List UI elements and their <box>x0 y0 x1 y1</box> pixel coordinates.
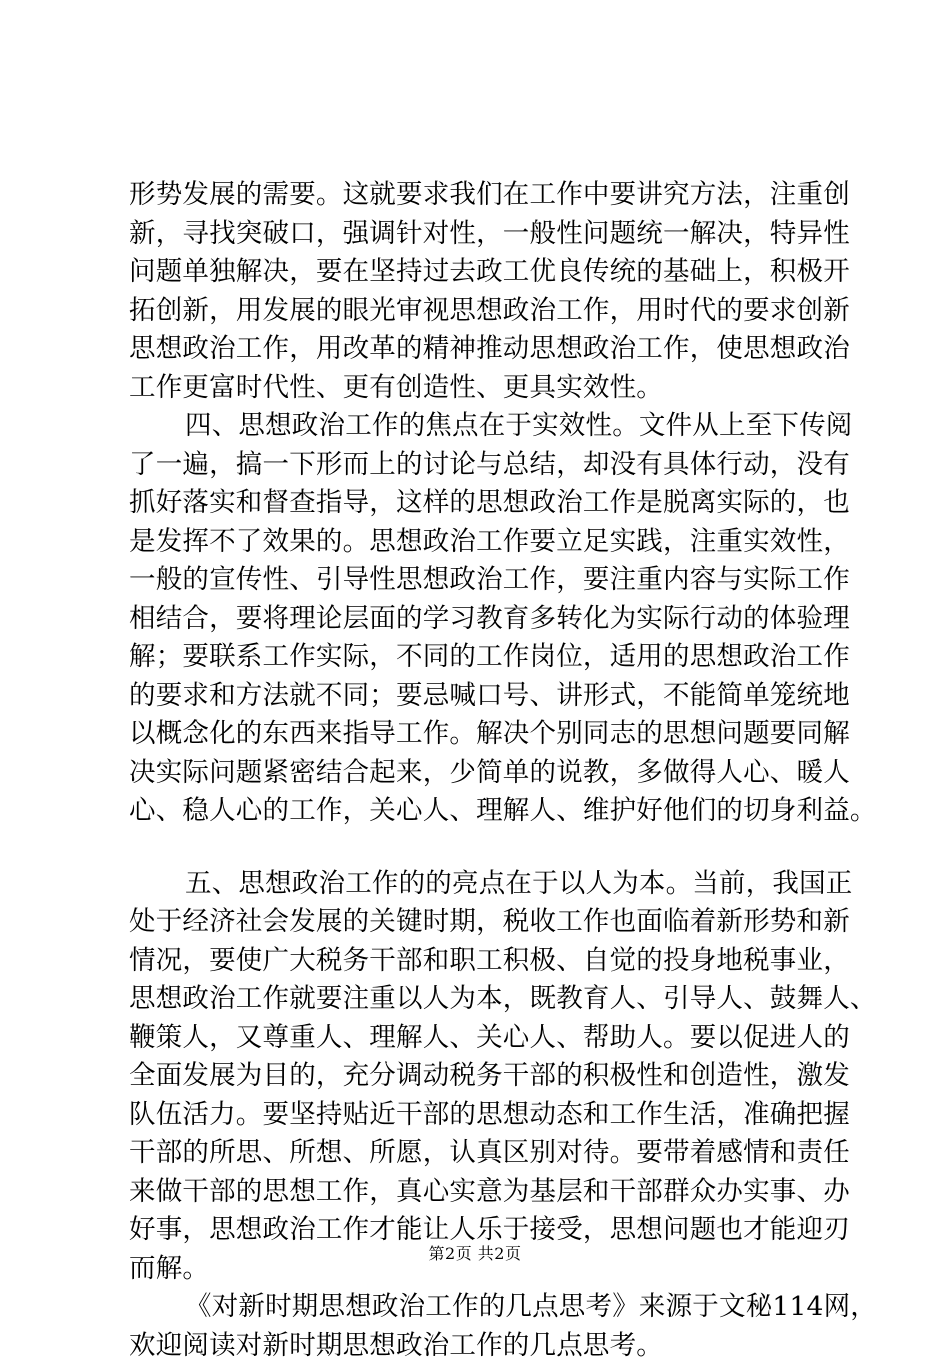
text-line: 了一遍，搞一下形而上的讨论与总结，却没有具体行动，没有 <box>129 446 823 485</box>
text-line: 干部的所思、所想、所愿，认真区别对待。要带着感情和责任 <box>129 1134 823 1173</box>
text-line: 鞭策人，又尊重人、理解人、关心人、帮助人。要以促进人的 <box>129 1019 823 1058</box>
text-line: 的要求和方法就不同；要忌喊口号、讲形式，不能简单笼统地 <box>129 677 823 716</box>
text-line: 形势发展的需要。这就要求我们在工作中要讲究方法，注重创 <box>129 176 823 215</box>
text-line: 全面发展为目的，充分调动税务干部的积极性和创造性，激发 <box>129 1057 823 1096</box>
text-line: 工作更富时代性、更有创造性、更具实效性。 <box>129 369 823 408</box>
text-line: 《对新时期思想政治工作的几点思考》来源于文秘114网， <box>129 1288 823 1327</box>
text-line: 而解。 <box>129 1250 823 1289</box>
text-line: 队伍活力。要坚持贴近干部的思想动态和工作生活，准确把握 <box>129 1096 823 1135</box>
text-line: 拓创新，用发展的眼光审视思想政治工作，用时代的要求创新 <box>129 292 823 331</box>
text-line: 以概念化的东西来指导工作。解决个别同志的思想问题要同解 <box>129 715 823 754</box>
text-line: 四、思想政治工作的焦点在于实效性。文件从上至下传阅 <box>129 407 823 446</box>
text-line: 心、稳人心的工作，关心人、理解人、维护好他们的切身利益。 <box>129 792 823 831</box>
text-line: 抓好落实和督查指导，这样的思想政治工作是脱离实际的，也 <box>129 484 823 523</box>
text-line: 思想政治工作，用改革的精神推动思想政治工作，使思想政治 <box>129 330 823 369</box>
text-line: 解；要联系工作实际，不同的工作岗位，适用的思想政治工作 <box>129 638 823 677</box>
text-line: 新，寻找突破口，强调针对性，一般性问题统一解决，特异性 <box>129 215 823 254</box>
text-line: 相结合，要将理论层面的学习教育多转化为实际行动的体验理 <box>129 600 823 639</box>
text-line: 欢迎阅读对新时期思想政治工作的几点思考。 <box>129 1327 823 1365</box>
text-line: 来做干部的思想工作，真心实意为基层和干部群众办实事、办 <box>129 1173 823 1212</box>
text-line: 好事，思想政治工作才能让人乐于接受，思想问题也才能迎刃 <box>129 1211 823 1250</box>
paragraph <box>129 865 823 1289</box>
text-line: 处于经济社会发展的关键时期，税收工作也面临着新形势和新 <box>129 903 823 942</box>
page-number-footer: 第2页 共2页 <box>0 1244 950 1264</box>
text-line: 决实际问题紧密结合起来，少简单的说教，多做得人心、暖人 <box>129 754 823 793</box>
text-line: 是发挥不了效果的。思想政治工作要立足实践，注重实效性， <box>129 523 823 562</box>
text-line: 一般的宣传性、引导性思想政治工作，要注重内容与实际工作 <box>129 561 823 600</box>
paragraph <box>129 407 823 831</box>
text-line: 五、思想政治工作的的亮点在于以人为本。当前，我国正 <box>129 865 823 904</box>
text-line: 思想政治工作就要注重以人为本，既教育人、引导人、鼓舞人、 <box>129 980 823 1019</box>
paragraph <box>129 176 823 407</box>
document-body <box>129 176 823 1365</box>
paragraph <box>129 1288 823 1365</box>
text-line: 问题单独解决，要在坚持过去政工优良传统的基础上，积极开 <box>129 253 823 292</box>
text-line: 情况，要使广大税务干部和职工积极、自觉的投身地税事业， <box>129 942 823 981</box>
